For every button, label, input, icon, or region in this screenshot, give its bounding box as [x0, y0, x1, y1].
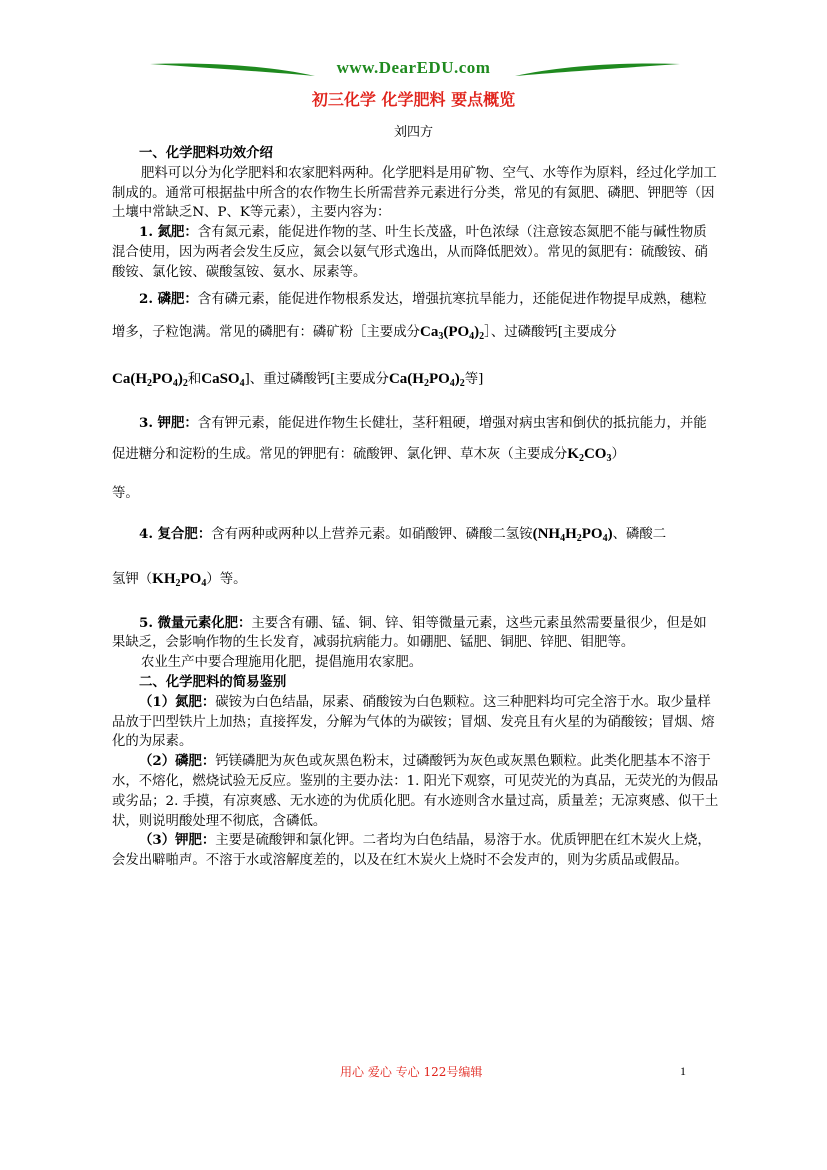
item-label: 磷肥： [175, 753, 216, 770]
section-2-heading: 二、化学肥料的简易鉴别 [139, 673, 287, 690]
item-label: 微量元素化肥： [157, 614, 252, 631]
item-text: 含有两种或两种以上营养元素。如硝酸钾、磷酸二氢铵 [211, 526, 533, 542]
item-compound-fertilizer: 4. 复合肥：含有两种或两种以上营养元素。如硝酸钾、磷酸二氢铵$(NH_4H_2PO_4)$、磷酸二 [139, 525, 667, 544]
item-label: 磷肥： [157, 290, 198, 307]
item-nitrogen-fertilizer [112, 223, 720, 282]
identify-phosphate [112, 752, 720, 831]
section-1-heading: 一、化学肥料功效介绍 [139, 145, 273, 161]
item-label: 钾肥： [157, 414, 198, 431]
item-number: 2. [139, 290, 158, 307]
item-text: 钙镁磷肥为灰色或灰黑色粉末，过磷酸钙为灰色或灰黑色颗粒。此类化肥基本不溶于水，不熔化，燃烧试验无反应。鉴别的主要办法：1. 阳光下观察，可见荧光的为真品，无荧光的为假品或劣品；2. 手摸，有凉爽感、无水迹的为优质化肥。有水迹则含水量过高，质量差；无凉爽感、似干土状，则说明酸处理不彻底，含磷低。 [112, 754, 719, 829]
item-text: 主要是硫酸钾和氯化钾。二者均为白色结晶，易溶于水。优质钾肥在红木炭火上烧，会发出噼啪声。不溶于水或溶解度差的，以及在红木炭火上烧时不会发声的，则为劣质品或假品。 [112, 833, 711, 869]
formula-kh2po4: $KH_2PO_4$ [152, 570, 207, 589]
item-text: 主要含有硼、锰、铜、锌、钼等微量元素，这些元素虽然需要量很少，但是如果缺乏，会影响作物的生长发育，减弱抗病能力。如硼肥、锰肥、铜肥、锌肥、钼肥等。 [112, 615, 707, 651]
document-title: 初三化学 化学肥料 要点概览 [311, 90, 516, 109]
document-body [112, 144, 720, 871]
identify-potash [112, 831, 720, 871]
item-number: （3） [139, 832, 176, 849]
item-number: 4. [139, 525, 158, 542]
footer-editor-note: 用心 爱心 专心 122号编辑 [340, 1065, 483, 1079]
item-number: 3. [139, 414, 158, 431]
formula-nh4h2po4: $(NH_4H_2PO_4)$ [532, 525, 613, 544]
item-potash-fertilizer-cont: 等。 [112, 485, 139, 501]
item-potash-fertilizer: 3. 钾肥：含有钾元素，能促进作物生长健壮，茎秆粗硬，增强对病虫害和倒伏的抵抗能力，并能促进糖分和淀粉的生成。常见的钾肥有：硫酸钾、氯化钾、草木灰（主要成分$K_2CO_3$） [112, 414, 707, 464]
item-number: 1. [139, 224, 158, 241]
item-label: 氮肥： [175, 693, 216, 710]
item-label: 复合肥： [157, 525, 212, 542]
item-number: （2） [139, 753, 176, 770]
page-number: 1 [680, 1064, 686, 1078]
formula-caso4: CaSO$_4$ [201, 370, 245, 389]
item-text: 含有氮元素，能促进作物的茎、叶生长茂盛，叶色浓绿（注意铵态氮肥不能与碱性物质混合使用，因为两者会发生反应，氮会以氨气形式逸出，从而降低肥效）。常见的氮肥有：硫酸铵、硝酸铵、氯化铵、碳酸氢铵、氨水、尿素等。 [112, 225, 708, 280]
item-compound-fertilizer-cont: 氢钾$(KH_2PO_4)$等。 [112, 570, 247, 589]
section-1-closing: 农业生产中要合理施用化肥，提倡施用农家肥。 [141, 655, 423, 671]
formula-ca3po42: $Ca_3(PO_4)_2$ [419, 323, 485, 342]
site-url: www.DearEDU.com [336, 58, 491, 77]
item-text: 含有磷元素，能促进作物根系发达，增强抗寒抗旱能力，还能促进作物提早成熟，穗粒增多，子粒饱满。常见的磷肥有：磷矿粉［主要成分 [112, 291, 707, 340]
item-number: 5. [139, 614, 158, 631]
item-label: 钾肥： [175, 832, 216, 849]
formula-k2co3: $K_2CO_3$ [567, 445, 612, 464]
item-text: 含有钾元素，能促进作物生长健壮，茎秆粗硬，增强对病虫害和倒伏的抵抗能力，并能促进糖分和淀粉的生成。常见的钾肥有：硫酸钾、氯化钾、草木灰（主要成分 [112, 415, 707, 462]
item-label: 氮肥： [157, 224, 198, 241]
section-1-intro: 肥料可以分为化学肥料和农家肥料两种。化学肥料是用矿物、空气、水等作为原料，经过化学加工制成的。通常可根据盐中所含的农作物生长所需营养元素进行分类，常见的有氮肥、磷肥、钾肥等（因土壤中常缺乏N、P、K等元素），主要内容为： [112, 165, 717, 221]
item-micronutrient-fertilizer [112, 614, 720, 654]
item-text: ］、过磷酸钙[主要成分 [484, 324, 617, 340]
item-text: 碳铵为白色结晶，尿素、硝酸铵为白色颗粒。这三种肥料均可完全溶于水。取少量样品放于凹型铁片上加热；直接挥发，分解为气体的为碳铵；冒烟、发亮且有火星的为硝酸铵；冒烟、熔化的为尿素。 [112, 694, 715, 750]
item-phosphate-fertilizer-cont: $Ca(H_2PO_4)_2$和CaSO$_4$]、重过磷酸钙[主要成分$Ca(H_2PO_4)_2$等] [112, 370, 484, 389]
formula-cah2po42: $Ca(H_2PO_4)_2$ [388, 370, 465, 389]
identify-nitrogen [112, 693, 720, 752]
author: 刘四方 [393, 125, 433, 140]
item-phosphate-fertilizer [112, 283, 720, 353]
item-number: （1） [139, 693, 176, 710]
formula-cah2po42: $Ca(H_2PO_4)_2$ [112, 370, 188, 389]
